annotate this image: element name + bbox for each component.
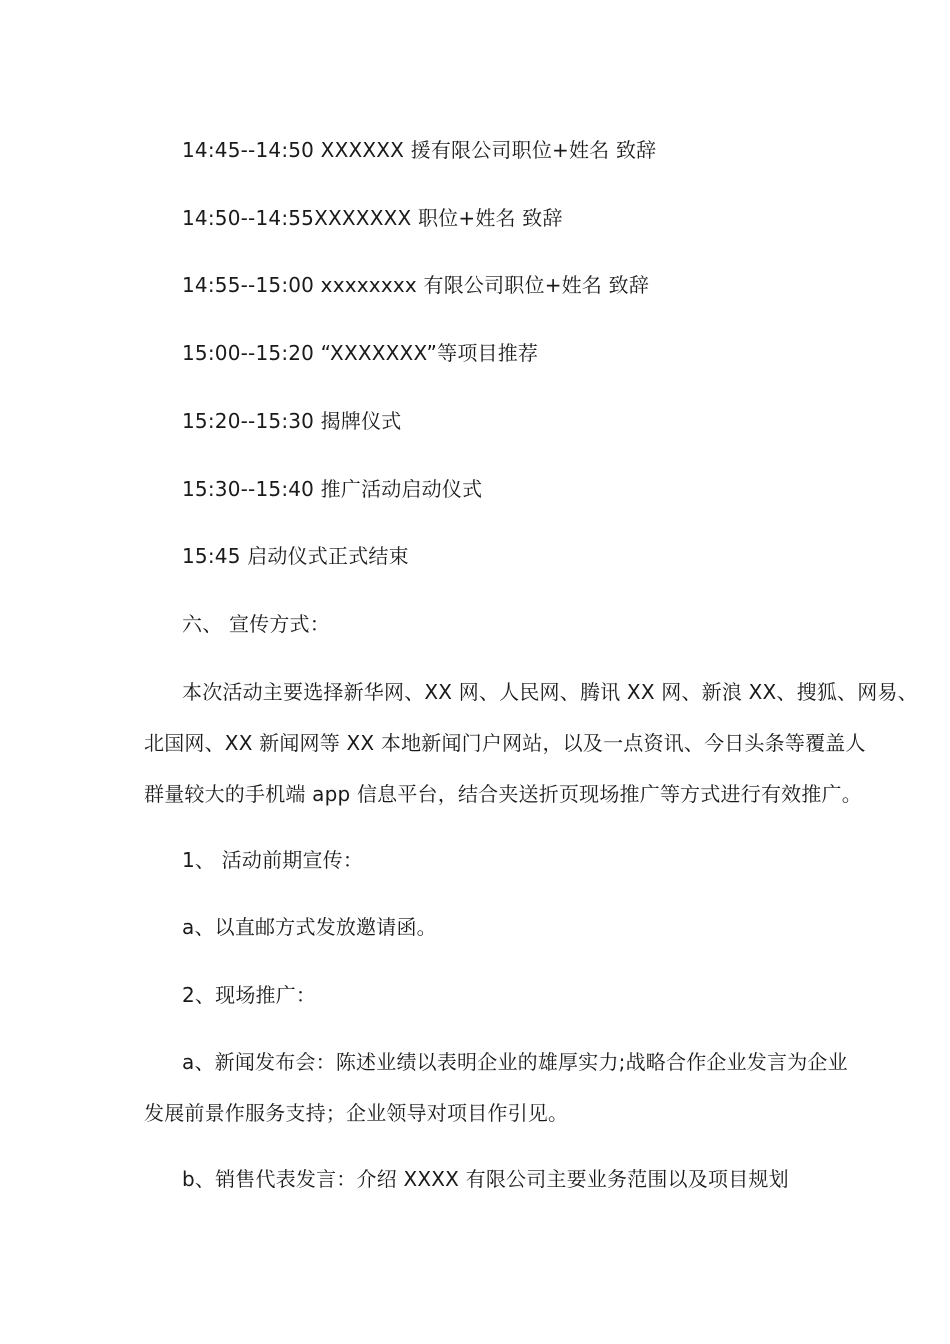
paragraph-line: 北国网、XX 新闻网等 XX 本地新闻门户网站，以及一点资讯、今日头条等覆盖人 — [144, 731, 866, 755]
list-heading: 1、 活动前期宣传： — [182, 848, 364, 872]
list-heading: 2、现场推广： — [182, 983, 317, 1007]
schedule-item: 15:45 启动仪式正式结束 — [182, 544, 409, 568]
paragraph-line: 本次活动主要选择新华网、XX 网、人民网、腾讯 XX 网、新浪 XX、搜狐、网易、 — [182, 680, 918, 704]
list-item: b、销售代表发言：介绍 XXXX 有限公司主要业务范围以及项目规划 — [182, 1167, 789, 1191]
list-item: a、新闻发布会：陈述业绩以表明企业的雄厚实力;战略合作企业发言为企业 — [182, 1050, 848, 1074]
section-heading: 六、 宣传方式： — [182, 612, 330, 636]
schedule-item: 14:55--15:00 xxxxxxxx 有限公司职位+姓名 致辞 — [182, 273, 650, 297]
schedule-item: 15:20--15:30 揭牌仪式 — [182, 409, 402, 433]
schedule-item: 15:00--15:20 “XXXXXXX”等项目推荐 — [182, 341, 539, 365]
schedule-item: 14:50--14:55XXXXXXX 职位+姓名 致辞 — [182, 206, 563, 230]
schedule-item: 15:30--15:40 推广活动启动仪式 — [182, 477, 483, 501]
list-item-continuation: 发展前景作服务支持；企业领导对项目作引见。 — [144, 1101, 569, 1125]
paragraph-line: 群量较大的手机端 app 信息平台，结合夹送折页现场推广等方式进行有效推广。 — [144, 782, 862, 806]
schedule-item: 14:45--14:50 XXXXXX 援有限公司职位+姓名 致辞 — [182, 138, 657, 162]
list-item: a、以直邮方式发放邀请函。 — [182, 915, 437, 939]
